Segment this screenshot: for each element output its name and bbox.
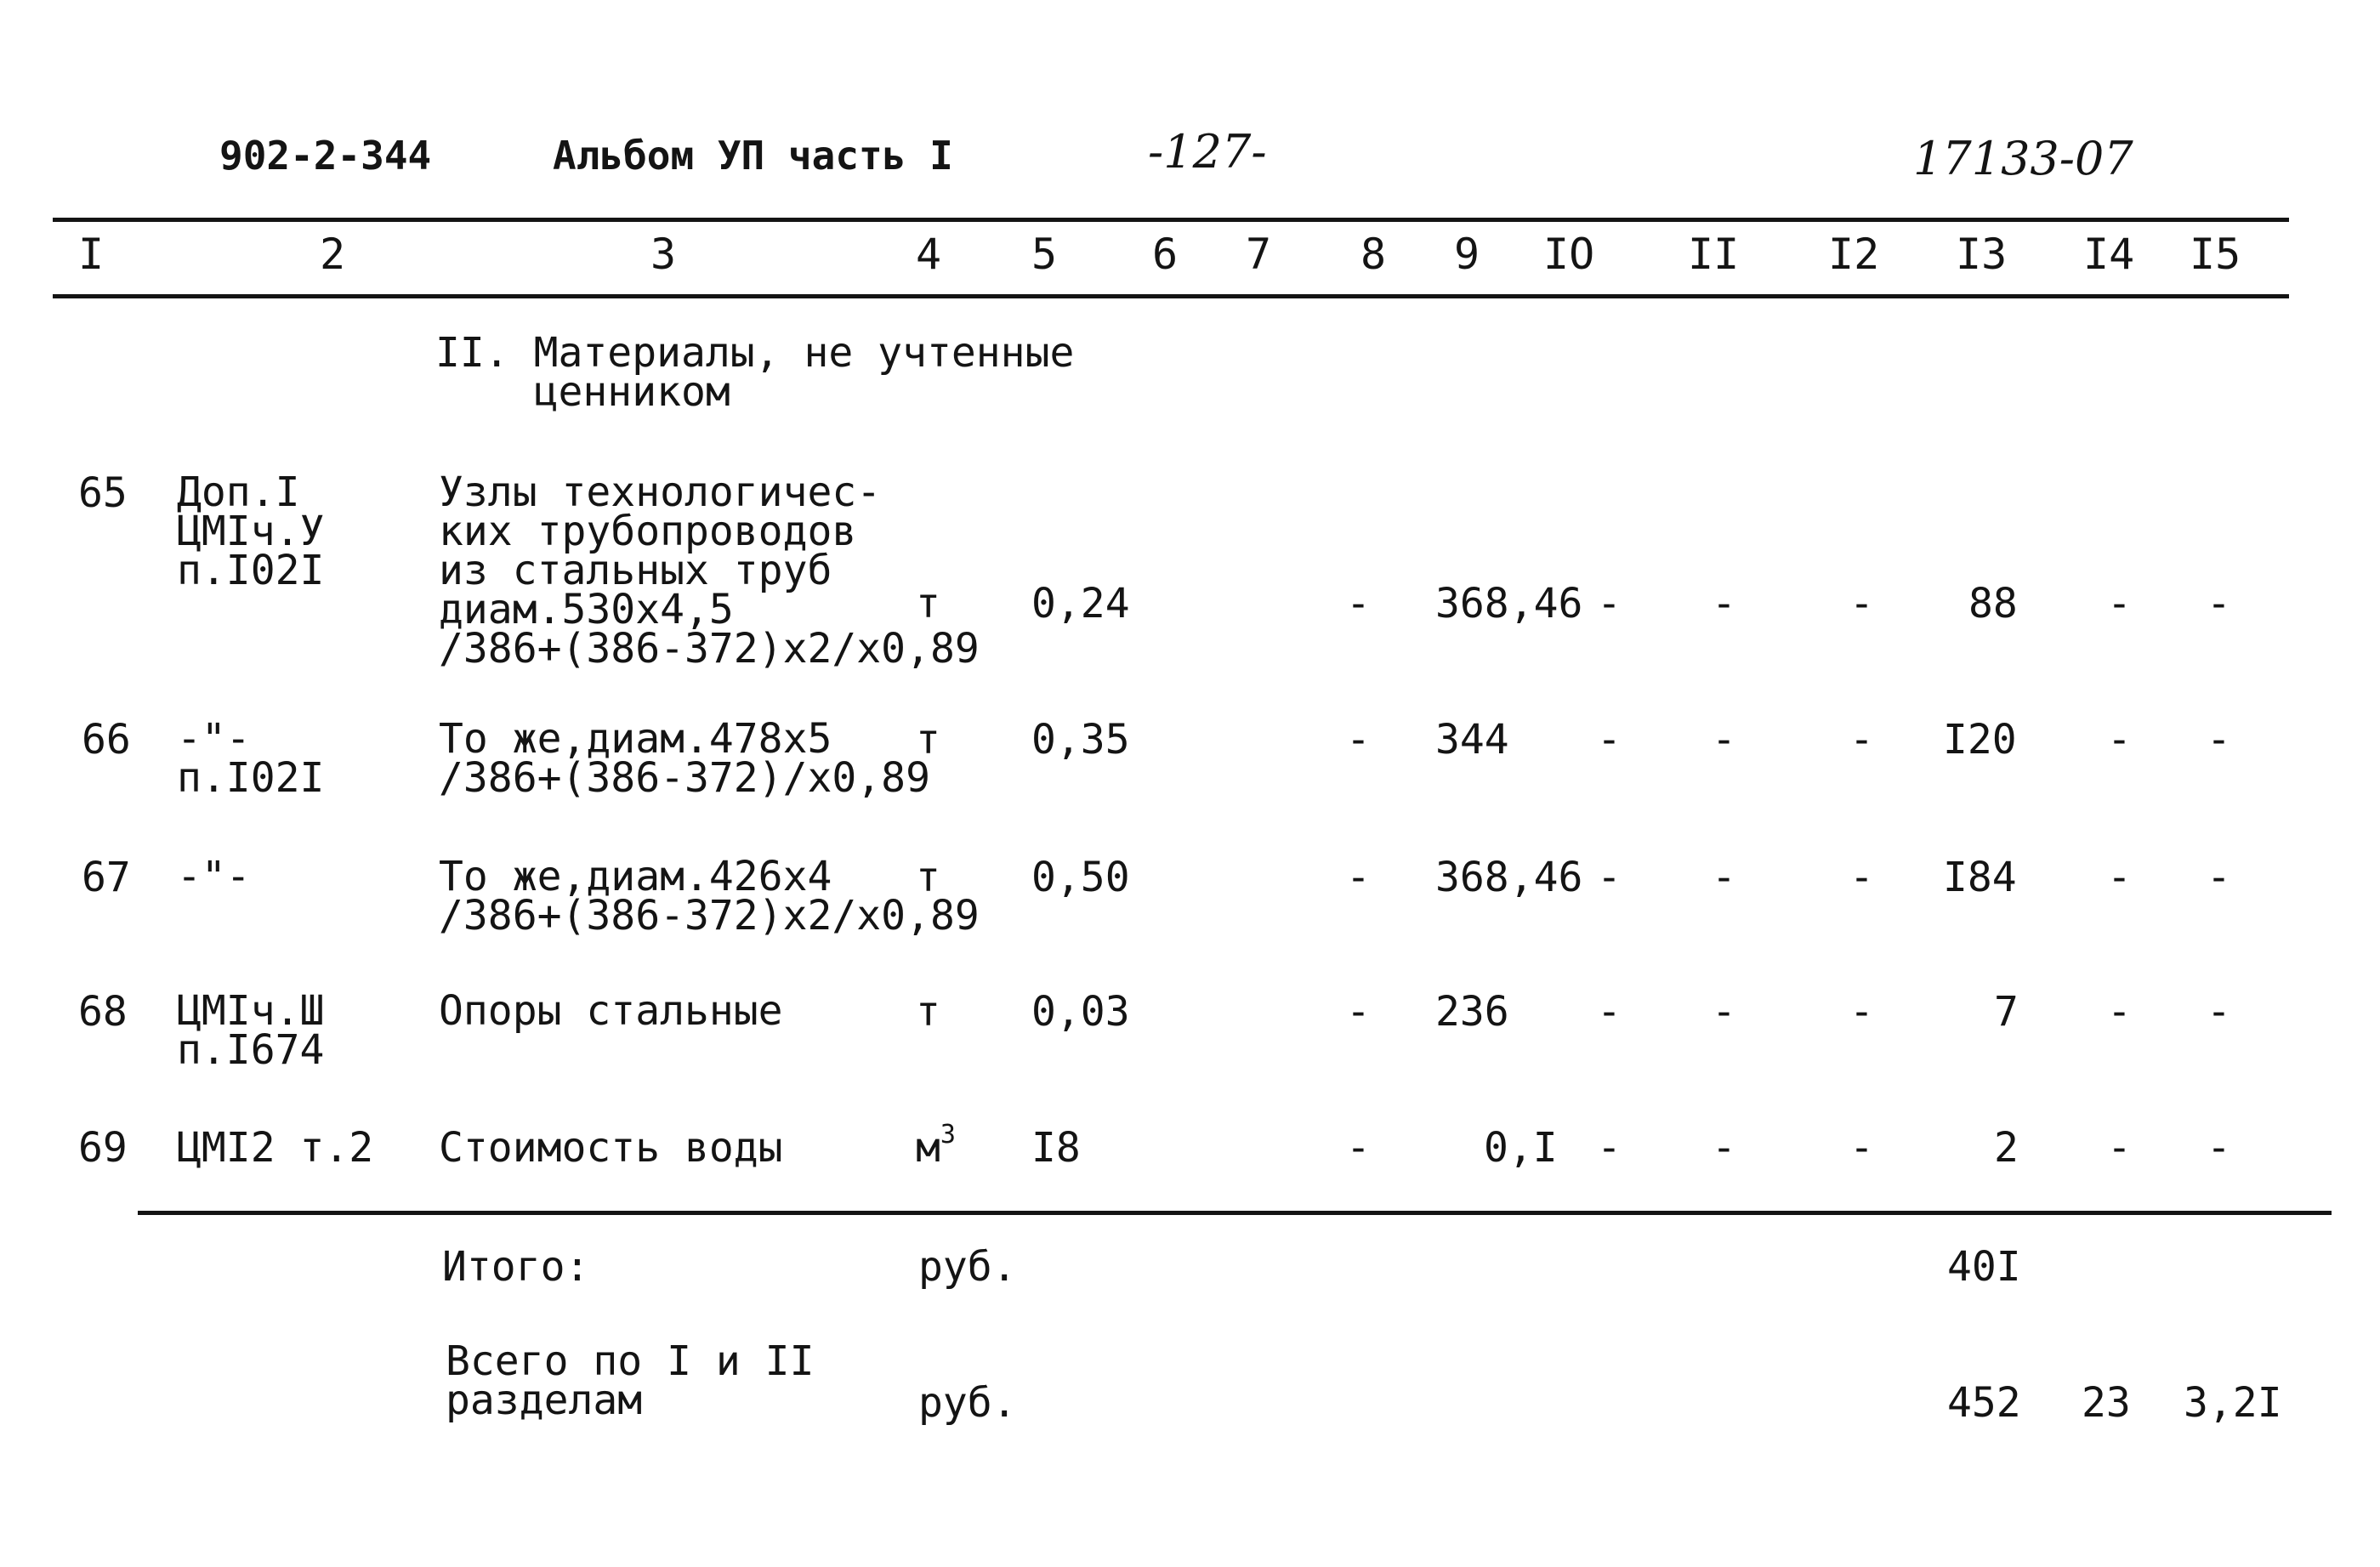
row-col-14: -: [2107, 716, 2132, 764]
column-number: 7: [1246, 230, 1272, 279]
row-unit: т: [916, 988, 940, 1036]
row-col-9: 344: [1435, 716, 1509, 764]
row-number: 68: [78, 988, 128, 1036]
row-col-11: -: [1712, 854, 1736, 901]
document-code: 902-2-344: [219, 133, 432, 179]
row-col-9: 368,46: [1435, 580, 1583, 627]
unit-superscript: 3: [940, 1120, 956, 1150]
row-col-14: -: [2107, 1124, 2132, 1172]
row-reference: -"-: [177, 853, 251, 900]
row-name: То же,диам.478х5 /386+(386-372)/х0,89: [439, 715, 930, 802]
row-unit: $м^3$: [916, 1120, 956, 1172]
row-col-14: -: [2107, 580, 2132, 627]
row-col-9: 0,I: [1484, 1124, 1558, 1172]
row-col-15: -: [2207, 854, 2231, 901]
row-name: Узлы технологичес- ких трубопроводов из стальных труб диам.530х4,5 /386+(386-372)х2/х0,89: [439, 468, 980, 673]
archive-stamp: 17133-07: [1913, 132, 2133, 185]
column-number: I5: [2190, 230, 2241, 279]
row-number: 67: [82, 854, 131, 901]
column-number: IO: [1543, 230, 1595, 279]
row-name: Стоимость воды: [439, 1124, 783, 1172]
row-unit: т: [916, 580, 940, 627]
row-col-15: -: [2207, 580, 2231, 627]
column-number: I2: [1828, 230, 1880, 279]
subtotal-col-13: 40I: [1947, 1243, 2021, 1291]
row-col-13: I84: [1943, 854, 2017, 901]
row-col-8: -: [1346, 580, 1371, 627]
column-number: II: [1688, 230, 1740, 279]
row-quantity: I8: [1031, 1124, 1081, 1172]
row-col-12: -: [1849, 854, 1874, 901]
row-col-11: -: [1712, 716, 1736, 764]
row-quantity: 0,50: [1031, 854, 1130, 901]
row-number: 66: [82, 716, 131, 764]
row-reference: Доп.I ЦМIч.У п.I02I: [177, 468, 325, 594]
row-quantity: 0,35: [1031, 716, 1130, 764]
row-col-9: 368,46: [1435, 854, 1583, 901]
row-col-11: -: [1712, 580, 1736, 627]
row-col-11: -: [1712, 988, 1736, 1036]
row-col-10: -: [1597, 580, 1622, 627]
row-col-15: -: [2207, 716, 2231, 764]
row-unit: т: [916, 854, 940, 901]
column-number: 5: [1031, 230, 1058, 279]
totals-rule: [138, 1211, 2332, 1215]
row-name: То же,диам.426х4 /386+(386-372)х2/х0,89: [439, 853, 980, 940]
row-col-8: -: [1346, 1124, 1371, 1172]
row-col-12: -: [1849, 580, 1874, 627]
row-col-15: -: [2207, 1124, 2231, 1172]
page-number: -127-: [1148, 125, 1267, 179]
row-col-12: -: [1849, 1124, 1874, 1172]
column-number: I: [78, 230, 105, 279]
row-col-14: -: [2107, 854, 2132, 901]
row-col-11: -: [1712, 1124, 1736, 1172]
row-col-10: -: [1597, 854, 1622, 901]
column-number: 2: [320, 230, 346, 279]
row-name: Опоры стальные: [439, 987, 783, 1035]
subtotal-label: Итого:: [442, 1243, 590, 1291]
grand-total-label: Всего по I и II разделам: [446, 1337, 815, 1424]
grand-total-col-15: 3,2I: [2184, 1379, 2282, 1427]
row-col-12: -: [1849, 988, 1874, 1036]
row-quantity: 0,24: [1031, 580, 1130, 627]
grand-total-col-14: 23: [2082, 1379, 2131, 1427]
row-number: 65: [78, 469, 128, 517]
row-number: 69: [78, 1124, 128, 1172]
column-number: 3: [650, 230, 677, 279]
row-reference: ЦМIч.Ш п.I674: [177, 987, 325, 1074]
header-rule-bottom: [53, 294, 2289, 298]
subtotal-unit: руб.: [918, 1243, 1017, 1291]
row-col-12: -: [1849, 716, 1874, 764]
row-col-10: -: [1597, 1124, 1622, 1172]
column-number: 6: [1152, 230, 1179, 279]
row-col-13: 2: [1994, 1124, 2019, 1172]
row-col-13: 88: [1968, 580, 2018, 627]
row-col-8: -: [1346, 716, 1371, 764]
row-col-8: -: [1346, 854, 1371, 901]
grand-total-unit: руб.: [918, 1379, 1017, 1427]
row-reference: -"- п.I02I: [177, 715, 325, 802]
column-number: 8: [1360, 230, 1387, 279]
row-col-8: -: [1346, 988, 1371, 1036]
row-col-14: -: [2107, 988, 2132, 1036]
row-quantity: 0,03: [1031, 988, 1130, 1036]
column-number: I3: [1956, 230, 2008, 279]
row-reference: ЦМI2 т.2: [177, 1124, 374, 1172]
header-rule-top: [53, 218, 2289, 222]
row-col-15: -: [2207, 988, 2231, 1036]
row-col-10: -: [1597, 716, 1622, 764]
grand-total-col-13: 452: [1947, 1379, 2021, 1427]
section-title: II. Материалы, не учтенные ценником: [435, 329, 1075, 416]
row-col-13: 7: [1994, 988, 2019, 1036]
album-label: Альбом УП часть I: [553, 133, 953, 179]
row-col-10: -: [1597, 988, 1622, 1036]
column-number: I4: [2083, 230, 2135, 279]
row-col-13: I20: [1943, 716, 2017, 764]
row-unit: т: [916, 716, 940, 764]
column-number: 4: [916, 230, 942, 279]
row-col-9: 236: [1435, 988, 1509, 1036]
column-number: 9: [1454, 230, 1480, 279]
